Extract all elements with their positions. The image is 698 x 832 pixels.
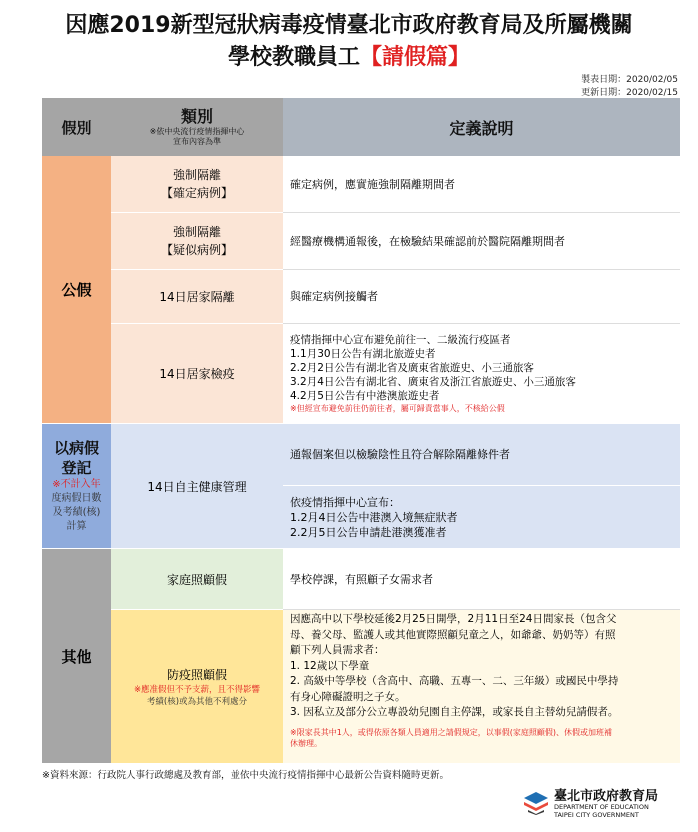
category-epidemic-care [111,610,283,763]
sick-leave-line2: 登記 [61,459,92,477]
category-forced-isolation-suspected [111,213,283,270]
definition-self-health-a [283,424,680,486]
category-home-isolation: 14日居家隔離 [111,270,283,324]
r7-note-4: 休辦理。 [290,738,322,748]
r4-desc-3: 2.2月2日公告有湖北省及廣東省旅遊史、小三通旅客 [290,362,534,374]
r7-desc-7: 3. 因私立及部分公立專設幼兒園自主停課，或家長自主替幼兒請假者。 [290,706,619,718]
page-title-line2 [0,44,698,72]
logo-english-line2: TAIPEI CITY GOVERNMENT [554,811,639,819]
header-category [111,98,283,156]
r2-cat-line2: 【疑似病例】 [160,243,233,257]
header-category-label: 類別 [180,107,213,126]
r1-cat-line1: 強制隔離 [172,168,221,182]
category-home-quarantine: 14日居家檢疫 [111,324,283,423]
sick-leave-note-2: 度病假日數 [51,493,102,504]
page-title-line1: 因應2019新型冠狀病毒疫情臺北市政府教育局及所屬機關 [65,13,633,38]
r5-desc-b3: 2.2月5日公告申請赴港澳獲准者 [290,525,447,539]
header-leave-type: 假別 [42,98,111,156]
updated-date: 更新日期：2020/02/15 [581,88,678,98]
r5-desc-b2: 1.2月4日公告中港澳入境無症狀者 [290,510,458,524]
r7-note-3: ※限家長其中1人，或得依原各類人員適用之請假規定，以事假(家庭照顧假)、休假或加班補 [290,727,613,737]
education-department-logo-icon [522,789,550,815]
r7-desc-5: 2. 高級中等學校（含高中、高職、五專一、二、三年級）或國民中學持 [290,675,619,687]
group-public-leave: 公假 [42,156,111,423]
header-definition: 定義說明 [283,98,680,156]
definition-epidemic-care [283,610,680,763]
r1-desc: 確定病例，應實施強制隔離期間者 [290,177,455,191]
logo-english-line1: DEPARTMENT OF EDUCATION [554,803,649,811]
definition-forced-isolation-suspected [283,213,680,270]
sick-leave-note-3: 及考績(核) [52,507,101,518]
r7-note-2: 考績(核)或為其他不利處分 [146,696,248,707]
title-prefix: 學校教職員工 [227,45,360,70]
r7-desc-1: 因應高中以下學校延後2月25日開學，2月11日至24日間家長（包含父 [290,613,617,625]
header-category-note-1: ※依中央流行疫情指揮中心 [149,127,245,136]
definition-self-health-b [283,486,680,548]
made-date: 製表日期：2020/02/05 [581,75,678,85]
r7-desc-4: 1. 12歲以下學童 [290,659,370,672]
logo-name: 臺北市政府教育局 [554,789,659,804]
sick-leave-line1: 以病假 [53,439,99,457]
r1-cat-line2: 【確定病例】 [160,186,233,200]
r4-desc-1: 疫情指揮中心宣布避免前往一、二級流行疫區者 [290,334,511,346]
r4-desc-5: 4.2月5日公告有中港澳旅遊史者 [290,390,440,402]
r6-desc: 學校停課，有照顧子女需求者 [290,572,433,586]
category-family-care: 家庭照顧假 [111,549,283,610]
title-highlight: 【請假篇】 [360,45,471,70]
r7-desc-2: 母、養父母、監護人或其他實際照顧兒童之人，如爺爺、奶奶等）有照 [290,628,616,641]
definition-home-quarantine [283,324,680,423]
r5-desc-a: 通報個案但以檢驗陰性且符合解除隔離條件者 [290,448,510,461]
r7-note-1: ※應准假但不予支薪，且不得影響 [133,684,261,695]
header-category-note-2: 宣布內容為準 [173,137,221,146]
group-other: 其他 [42,549,111,763]
definition-family-care [283,549,680,610]
definition-forced-isolation-confirmed [283,156,680,213]
r7-cat: 防疫照顧假 [166,667,227,682]
r7-desc-3: 顧下列人員需求者： [290,644,385,656]
dates-block [581,74,678,100]
category-forced-isolation-confirmed [111,156,283,213]
logo-english [554,803,649,819]
definition-home-isolation [283,270,680,324]
group-sick-leave [42,424,111,548]
r2-cat-line1: 強制隔離 [172,225,221,239]
category-self-health-management: 14日自主健康管理 [111,424,283,548]
r4-desc-4: 3.2月4日公告有湖北省、廣東省及浙江省旅遊史、小三通旅客 [290,376,576,388]
r2-desc: 經醫療機構通報後，在檢驗結果確認前於醫院隔離期間者 [290,234,565,248]
sick-leave-note-4: 計算 [66,521,87,532]
sick-leave-note-1: ※不計入年 [52,479,101,490]
r4-desc-2: 1.1月30日公告有湖北旅遊史者 [290,348,436,360]
footer-source-note: ※資料來源：行政院人事行政總處及教育部，並依中央流行疫情指揮中心最新公告資料隨時更新。 [42,770,449,781]
r3-desc: 與確定病例接觸者 [290,290,378,303]
r7-desc-6: 有身心障礙證明之子女。 [290,690,406,703]
r4-note: ※但經宣布避免前往仍前往者，屬可歸責當事人，不核給公假 [290,404,505,413]
r5-desc-b1: 依疫情指揮中心宣布： [290,495,400,509]
